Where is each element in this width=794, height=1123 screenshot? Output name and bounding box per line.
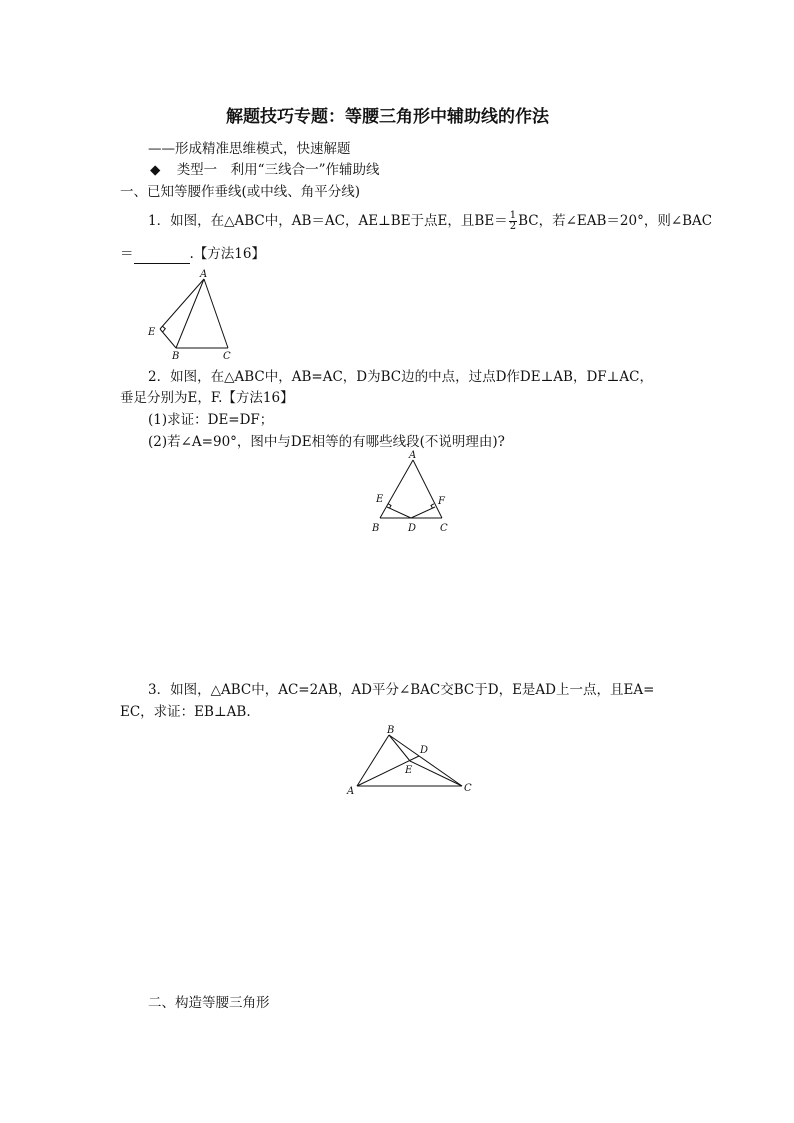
problem2-question2: (2)若∠A=90°，图中与DE相等的有哪些线段(不说明理由)?	[148, 434, 505, 450]
label-d: D	[408, 523, 417, 534]
label-f: F	[438, 496, 445, 507]
problem1-text-b: BC，若∠EAB＝20°，则∠BAC	[518, 213, 713, 229]
problem2-question1: (1)求证：DE=DF；	[148, 412, 274, 428]
segment-eb	[160, 329, 176, 348]
segment-de	[387, 507, 411, 518]
subtitle: ——形成精准思维模式，快速解题	[148, 141, 351, 157]
label-c: C	[464, 783, 472, 794]
segment-ae	[160, 279, 204, 329]
label-d: D	[420, 745, 429, 756]
segment-bc	[389, 735, 462, 786]
segment-ac	[204, 279, 228, 348]
figure-problem3	[340, 724, 480, 804]
right-angle-mark	[163, 326, 166, 332]
section1-heading: 一、已知等腰作垂线(或中线、角平分线)	[120, 184, 361, 200]
label-a: A	[347, 786, 355, 797]
diamond-bullet-icon: ◆	[150, 162, 161, 178]
problem1-line2: ＝ .【方法16】	[120, 246, 265, 262]
problem2-line1: 2．如图，在△ABC中，AB=AC，D为BC边的中点，过点D作DE⊥AB，DF⊥AC，	[148, 369, 653, 385]
page-title: 解题技巧专题：等腰三角形中辅助线的作法	[226, 107, 549, 127]
label-b: B	[372, 523, 380, 534]
problem1-line1	[148, 211, 712, 232]
type1-heading	[150, 160, 380, 180]
figure-problem1	[140, 268, 260, 368]
label-b: B	[172, 351, 180, 362]
problem3-line1: 3．如图，△ABC中，AC=2AB，AD平分∠BAC交BC于D，E是AD上一点，且EA=	[148, 682, 655, 698]
fraction-one-half: $\frac{1}{2}$	[509, 210, 517, 232]
segment-ab	[380, 460, 413, 518]
label-a: A	[200, 269, 208, 280]
label-c: C	[223, 351, 231, 362]
label-a: A	[409, 450, 417, 461]
segment-ec	[410, 761, 462, 786]
type1-label: 类型一 利用“三线合一”作辅助线	[176, 162, 380, 178]
label-e: E	[376, 494, 384, 505]
label-b: B	[387, 725, 395, 736]
section2-heading: 二、构造等腰三角形	[148, 995, 270, 1011]
problem2-line2: 垂足分别为E，F.【方法16】	[120, 390, 294, 406]
label-e: E	[405, 765, 413, 776]
segment-ab	[176, 279, 204, 348]
figure-problem2	[368, 448, 478, 538]
label-e: E	[148, 327, 156, 338]
segment-ac	[413, 460, 442, 518]
segment-df	[411, 507, 435, 518]
label-c: C	[440, 523, 448, 534]
answer-blank[interactable]	[134, 249, 190, 264]
problem1-text-a: 1．如图，在△ABC中，AB＝AC，AE⊥BE于点E，且BE＝	[148, 213, 508, 229]
problem3-line2: EC，求证：EB⊥AB.	[120, 704, 251, 720]
